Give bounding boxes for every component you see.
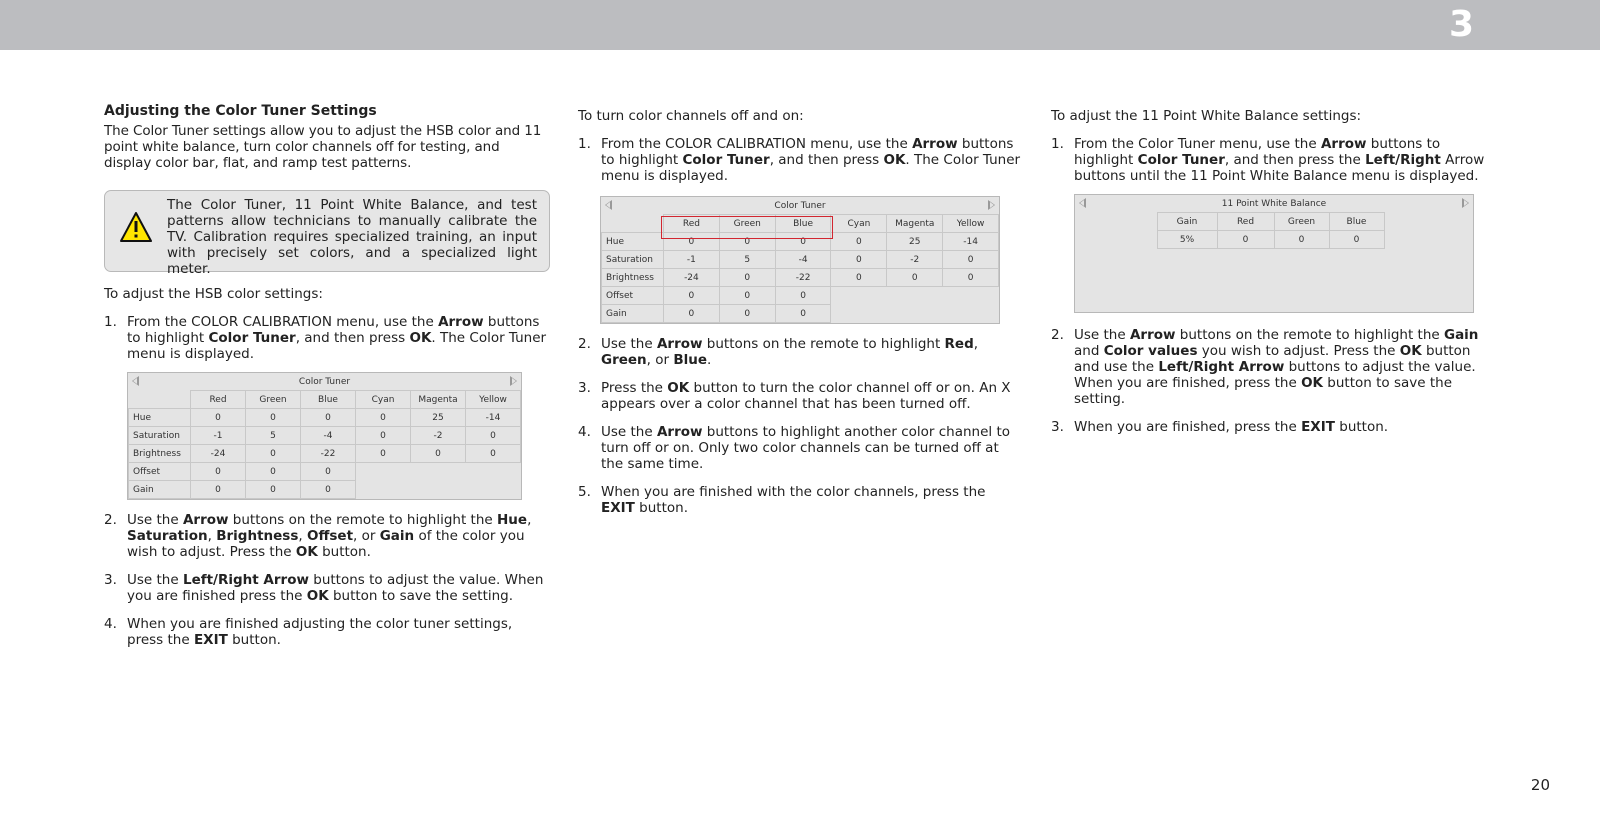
list-item: 1. From the COLOR CALIBRATION menu, use the Arrow buttons to highlight Color Tuner, and then press OK. The Color Tuner menu is displayed.: [578, 136, 1021, 184]
table-cell: 0: [831, 269, 887, 287]
table-cell: 0: [831, 251, 887, 269]
column-3: [1051, 108, 1497, 447]
table-cell: 0: [301, 409, 356, 427]
color-tuner-screenshot-highlighted: [600, 196, 1000, 324]
column-header: Magenta: [411, 391, 466, 409]
table-cell: -24: [664, 269, 720, 287]
caution-text: The Color Tuner, 11 Point White Balance, and test patterns allow technicians to manually calibrate the TV. Calibration requires specialized training, an input with precisely set colors, and a specialized light meter.: [167, 197, 537, 277]
row-label: Saturation: [602, 251, 664, 269]
table-cell: 0: [719, 233, 775, 251]
table-cell: 0: [664, 305, 720, 323]
channel-steps-continued: [578, 336, 1022, 516]
column-header: Green: [719, 215, 775, 233]
header-bar: [0, 0, 1600, 50]
white-balance-table: [1075, 212, 1473, 249]
table-cell: -24: [191, 445, 246, 463]
table-cell: -22: [301, 445, 356, 463]
table-cell: 0: [191, 409, 246, 427]
row-label: Offset: [129, 463, 191, 481]
rgb-highlight-box: [661, 216, 833, 239]
table-cell: 0: [943, 251, 999, 269]
row-label: Hue: [129, 409, 191, 427]
menu-title: Color Tuner: [128, 373, 521, 390]
list-item: 3. Press the OK button to turn the color channel off or on. An X appears over a color channel that has been turned off.: [578, 380, 1011, 412]
white-balance-screenshot: [1074, 194, 1474, 313]
table-row: [602, 305, 999, 323]
list-item: 4. Use the Arrow buttons to highlight another color channel to turn off or on. Only two color channels can be turned off at the same time.: [578, 424, 1010, 472]
table-cell: 0: [664, 233, 720, 251]
table-cell: 25: [887, 233, 943, 251]
table-cell: 0: [775, 233, 831, 251]
section-heading: Adjusting the Color Tuner Settings: [104, 103, 377, 119]
list-item: 2. Use the Arrow buttons on the remote to highlight the Gain and Color values you wish to adjust. Press the OK button and use the Left/Right Arrow buttons to adjust the value. When you are finished, press the OK button to save the setting.: [1051, 327, 1479, 407]
table-cell: 0: [411, 445, 466, 463]
chapter-number: 3: [1448, 4, 1474, 45]
row-label: Gain: [129, 481, 191, 499]
table-cell: 0: [943, 269, 999, 287]
table-cell: 0: [1217, 231, 1274, 249]
table-cell: 0: [191, 481, 246, 499]
table-cell: 0: [887, 269, 943, 287]
left-arrow-icon: [605, 200, 612, 210]
column-header: Cyan: [356, 391, 411, 409]
table-cell: 0: [191, 463, 246, 481]
row-label: Brightness: [602, 269, 664, 287]
table-cell: 0: [719, 269, 775, 287]
table-cell: 0: [356, 409, 411, 427]
table-row: [1075, 231, 1473, 249]
channel-steps: [578, 136, 1022, 184]
table-cell: -1: [664, 251, 720, 269]
hsb-steps: [104, 314, 550, 362]
table-row: [129, 427, 521, 445]
intro-paragraph: The Color Tuner settings allow you to adjust the HSB color and 11 point white balance, turn color channels off for testing, and display color bar, flat, and ramp test patterns.: [104, 123, 542, 171]
table-cell: 0: [775, 305, 831, 323]
table-cell: -4: [775, 251, 831, 269]
left-arrow-icon: [1079, 198, 1086, 208]
row-label: Gain: [602, 305, 664, 323]
table-row: [129, 481, 521, 499]
list-item: 2. Use the Arrow buttons on the remote to highlight the Hue, Saturation, Brightness, Offset, or Gain of the color you wish to adjust. Press the OK button.: [104, 512, 532, 560]
hsb-steps-continued: [104, 512, 550, 648]
color-tuner-table: [128, 390, 521, 499]
column-header: Cyan: [831, 215, 887, 233]
column-header: Red: [1217, 213, 1274, 231]
table-cell: 0: [466, 445, 521, 463]
wb-steps: [1051, 136, 1497, 184]
table-cell: 0: [246, 481, 301, 499]
table-row: [602, 269, 999, 287]
right-arrow-icon: [988, 200, 995, 210]
table-cell: -22: [775, 269, 831, 287]
table-cell: 0: [301, 463, 356, 481]
table-cell: -2: [887, 251, 943, 269]
row-label: Saturation: [129, 427, 191, 445]
table-cell: 0: [466, 427, 521, 445]
right-arrow-icon: [510, 376, 517, 386]
list-item: 1. From the COLOR CALIBRATION menu, use the Arrow buttons to highlight Color Tuner, and then press OK. The Color Tuner menu is displayed.: [104, 314, 547, 362]
menu-title: 11 Point White Balance: [1075, 195, 1473, 212]
column-header: Blue: [301, 391, 356, 409]
table-row: [129, 409, 521, 427]
table-row: [129, 445, 521, 463]
menu-title: Color Tuner: [601, 197, 999, 214]
column-header: Green: [1274, 213, 1329, 231]
row-label: Brightness: [129, 445, 191, 463]
table-cell: 0: [775, 287, 831, 305]
right-arrow-icon: [1462, 198, 1469, 208]
table-cell: 0: [246, 445, 301, 463]
table-row: [602, 251, 999, 269]
wb-steps-continued: [1051, 327, 1497, 435]
column-header: Magenta: [887, 215, 943, 233]
table-cell: 25: [411, 409, 466, 427]
table-cell: -1: [191, 427, 246, 445]
table-cell: 0: [831, 233, 887, 251]
table-cell: 0: [356, 427, 411, 445]
table-cell: 0: [246, 409, 301, 427]
column-header: Yellow: [943, 215, 999, 233]
table-cell: 0: [719, 287, 775, 305]
channels-lead: To turn color channels off and on:: [578, 108, 804, 124]
column-header: Blue: [775, 215, 831, 233]
list-item: 3. Use the Left/Right Arrow buttons to adjust the value. When you are finished press the OK button to save the setting.: [104, 572, 544, 604]
caution-box: [104, 190, 550, 277]
hsb-lead: To adjust the HSB color settings:: [104, 286, 323, 302]
page-number: 20: [1530, 776, 1550, 794]
list-item: 3. When you are finished, press the EXIT button.: [1051, 419, 1389, 435]
row-label: Offset: [602, 287, 664, 305]
table-cell: 5%: [1157, 231, 1217, 249]
row-label: Hue: [602, 233, 664, 251]
table-cell: 0: [246, 463, 301, 481]
list-item: 5. When you are finished with the color channels, press the EXIT button.: [578, 484, 986, 516]
table-cell: 5: [719, 251, 775, 269]
list-item: 4. When you are finished adjusting the color tuner settings, press the EXIT button.: [104, 616, 513, 648]
table-cell: 0: [301, 481, 356, 499]
table-cell: -4: [301, 427, 356, 445]
table-cell: -2: [411, 427, 466, 445]
warning-icon: [119, 211, 153, 243]
list-item: 2. Use the Arrow buttons on the remote to highlight Red, Green, or Blue.: [578, 336, 979, 368]
table-cell: -14: [466, 409, 521, 427]
table-cell: 5: [246, 427, 301, 445]
column-header: Red: [191, 391, 246, 409]
column-1: [104, 103, 550, 660]
table-row: [129, 463, 521, 481]
column-2: [578, 108, 1022, 528]
table-cell: 0: [1329, 231, 1384, 249]
column-header: Blue: [1329, 213, 1384, 231]
column-header: Green: [246, 391, 301, 409]
table-cell: 0: [1274, 231, 1329, 249]
column-header: Yellow: [466, 391, 521, 409]
table-cell: 0: [664, 287, 720, 305]
table-cell: -14: [943, 233, 999, 251]
table-cell: 0: [719, 305, 775, 323]
column-header: Gain: [1157, 213, 1217, 231]
left-arrow-icon: [132, 376, 139, 386]
column-header: Red: [664, 215, 720, 233]
wb-lead: To adjust the 11 Point White Balance settings:: [1051, 108, 1362, 124]
table-row: [602, 287, 999, 305]
table-cell: 0: [356, 445, 411, 463]
list-item: 1. From the Color Tuner menu, use the Arrow buttons to highlight Color Tuner, and then press the Left/Right Arrow buttons until the 11 Point White Balance menu is displayed.: [1051, 136, 1485, 184]
color-tuner-screenshot: [127, 372, 522, 500]
